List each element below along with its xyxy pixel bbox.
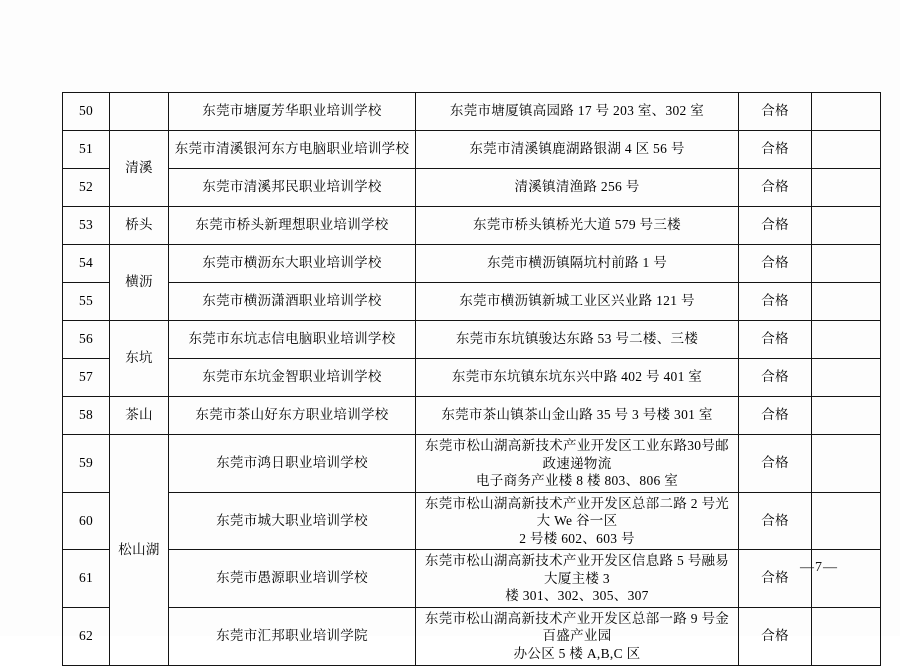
table-row [63, 550, 881, 608]
row-town: 东坑 [110, 321, 169, 397]
row-address: 东莞市桥头镇桥光大道 579 号三楼 [416, 207, 739, 245]
row-town-label: 松山湖 [118, 541, 160, 557]
table-row [63, 93, 881, 131]
row-status: 合格 [739, 492, 812, 550]
page-number: —7— [800, 560, 838, 575]
row-status: 合格 [739, 321, 812, 359]
row-address [416, 550, 739, 608]
row-address: 东莞市塘厦镇高园路 17 号 203 室、302 室 [416, 93, 739, 131]
table-row [63, 245, 881, 283]
row-town: 清溪 [110, 131, 169, 207]
row-remark [812, 131, 881, 169]
table-row [63, 492, 881, 550]
row-institution-name: 东莞市愚源职业培训学校 [169, 550, 416, 608]
row-status: 合格 [739, 607, 812, 665]
row-status: 合格 [739, 245, 812, 283]
row-number: 51 [63, 131, 110, 169]
row-address-line2: 楼 301、302、305、307 [505, 588, 649, 604]
row-address: 东莞市东坑镇骏达东路 53 号二楼、三楼 [416, 321, 739, 359]
row-town [110, 435, 169, 666]
row-town: 茶山 [110, 397, 169, 435]
row-institution-name: 东莞市汇邦职业培训学院 [169, 607, 416, 665]
table-row [63, 131, 881, 169]
row-address: 东莞市东坑镇东坑东兴中路 402 号 401 室 [416, 359, 739, 397]
row-number: 60 [63, 492, 110, 550]
row-institution-name: 东莞市东坑金智职业培训学校 [169, 359, 416, 397]
row-status: 合格 [739, 435, 812, 493]
row-address-line1: 东莞市松山湖高新技术产业开发区工业东路30号邮政速递物流 [425, 438, 729, 471]
row-remark [812, 550, 881, 608]
table-row [63, 321, 881, 359]
row-institution-name: 东莞市桥头新理想职业培训学校 [169, 207, 416, 245]
row-status: 合格 [739, 283, 812, 321]
table-row [63, 169, 881, 207]
row-number: 54 [63, 245, 110, 283]
row-town: 桥头 [110, 207, 169, 245]
table-row [63, 397, 881, 435]
row-address-line2: 2 号楼 602、603 号 [519, 530, 635, 546]
row-remark [812, 359, 881, 397]
table-row [63, 435, 881, 493]
row-address [416, 435, 739, 493]
row-address: 东莞市清溪镇鹿湖路银湖 4 区 56 号 [416, 131, 739, 169]
row-address-line1: 东莞市松山湖高新技术产业开发区总部一路 9 号金百盛产业园 [424, 610, 730, 644]
row-number: 50 [63, 93, 110, 131]
row-number: 53 [63, 207, 110, 245]
row-status: 合格 [739, 131, 812, 169]
table-body [63, 93, 881, 666]
listing-table [62, 92, 881, 666]
row-address-line2: 电子商务产业楼 8 楼 803、806 室 [475, 473, 679, 489]
row-status: 合格 [739, 93, 812, 131]
table-row [63, 207, 881, 245]
row-institution-name: 东莞市城大职业培训学校 [169, 492, 416, 550]
table-row [63, 359, 881, 397]
row-town [110, 93, 169, 131]
row-status: 合格 [739, 550, 812, 608]
row-status: 合格 [739, 207, 812, 245]
row-remark [812, 207, 881, 245]
row-institution-name: 东莞市茶山好东方职业培训学校 [169, 397, 416, 435]
row-remark [812, 607, 881, 665]
row-remark [812, 492, 881, 550]
row-remark [812, 435, 881, 493]
row-number: 57 [63, 359, 110, 397]
table-row [63, 607, 881, 665]
row-number: 62 [63, 607, 110, 665]
row-number: 55 [63, 283, 110, 321]
row-remark [812, 169, 881, 207]
row-remark [812, 245, 881, 283]
table-row [63, 283, 881, 321]
row-status: 合格 [739, 169, 812, 207]
row-address-line1: 东莞市松山湖高新技术产业开发区信息路 5 号融易大厦主楼 3 [424, 553, 730, 586]
row-institution-name: 东莞市清溪银河东方电脑职业培训学校 [169, 131, 416, 169]
row-number: 52 [63, 169, 110, 207]
row-remark [812, 283, 881, 321]
row-institution-name: 东莞市鸿日职业培训学校 [169, 435, 416, 493]
row-status: 合格 [739, 397, 812, 435]
row-town: 横沥 [110, 245, 169, 321]
row-address [416, 607, 739, 665]
row-address [416, 492, 739, 550]
row-institution-name: 东莞市清溪邦民职业培训学校 [169, 169, 416, 207]
row-institution-name: 东莞市横沥潇酒职业培训学校 [169, 283, 416, 321]
row-number: 58 [63, 397, 110, 435]
row-address: 清溪镇清渔路 256 号 [416, 169, 739, 207]
row-number: 59 [63, 435, 110, 493]
row-institution-name: 东莞市横沥东大职业培训学校 [169, 245, 416, 283]
row-remark [812, 397, 881, 435]
row-number: 56 [63, 321, 110, 359]
row-institution-name: 东莞市东坑志信电脑职业培训学校 [169, 321, 416, 359]
row-address: 东莞市茶山镇茶山金山路 35 号 3 号楼 301 室 [416, 397, 739, 435]
row-address: 东莞市横沥镇新城工业区兴业路 121 号 [416, 283, 739, 321]
institution-listing-table [62, 92, 838, 666]
row-remark [812, 93, 881, 131]
row-status: 合格 [739, 359, 812, 397]
row-address-line1: 东莞市松山湖高新技术产业开发区总部二路 2 号光大 We 谷一区 [424, 495, 730, 529]
row-address: 东莞市横沥镇隔坑村前路 1 号 [416, 245, 739, 283]
row-address-line2: 办公区 5 楼 A,B,C 区 [513, 646, 641, 662]
row-number: 61 [63, 550, 110, 608]
row-institution-name: 东莞市塘厦芳华职业培训学校 [169, 93, 416, 131]
row-remark [812, 321, 881, 359]
